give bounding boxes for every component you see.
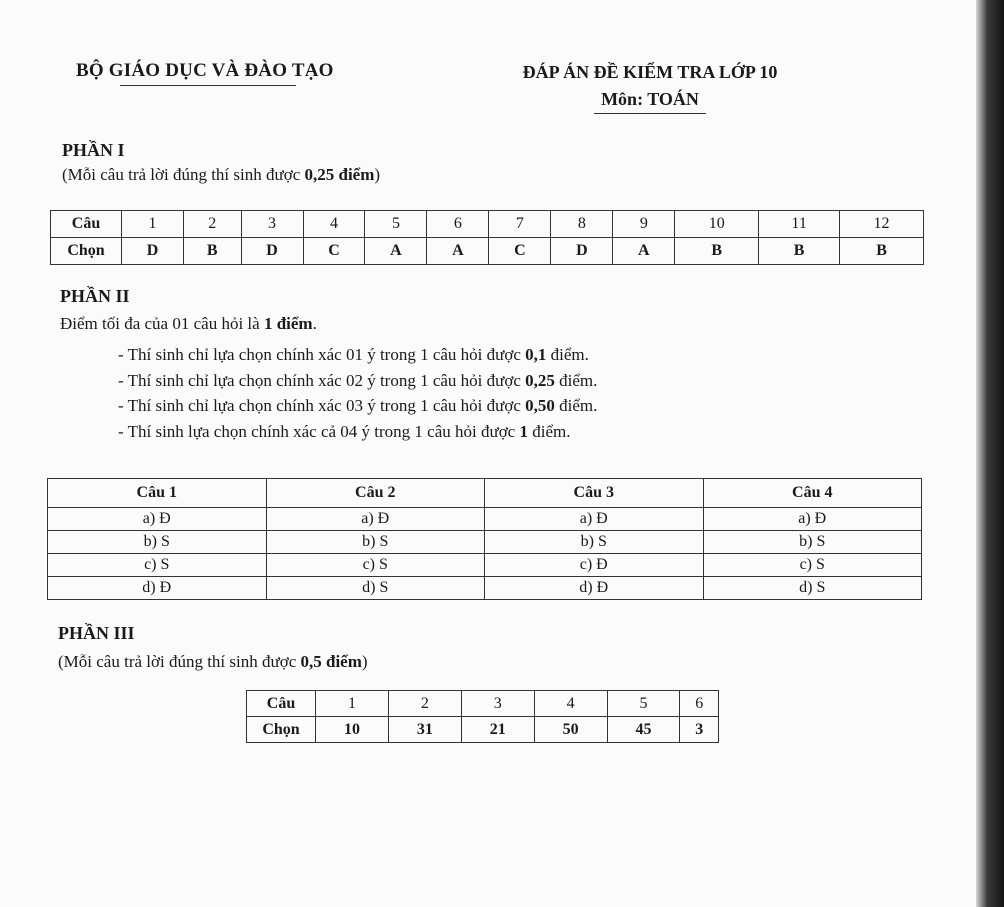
answer-cell: D — [122, 238, 184, 265]
part2-row-a — [48, 508, 922, 531]
question-number: 10 — [675, 211, 759, 238]
rule-text: - Thí sinh chỉ lựa chọn chính xác 02 ý trong 1 câu hỏi được — [118, 370, 526, 390]
rule-points: 0,1 — [525, 345, 547, 364]
question-header: Câu 3 — [485, 479, 704, 508]
part2-title: PHẦN II — [60, 286, 130, 306]
part3-note-text: (Mỗi câu trả lời đúng thí sinh được — [58, 652, 301, 671]
question-header: Câu 2 — [266, 479, 485, 508]
question-number: 7 — [489, 211, 551, 238]
row-label: Chọn — [51, 238, 122, 265]
exam-subject: Môn: TOÁN — [601, 89, 699, 109]
answer-cell: c) S — [703, 554, 922, 577]
question-number: 4 — [534, 691, 607, 717]
question-number: 5 — [607, 691, 680, 717]
question-number: 4 — [303, 211, 365, 238]
scoring-rule — [118, 419, 597, 445]
part2-answer-table — [47, 478, 922, 600]
rule-suffix: điểm. — [554, 370, 598, 390]
part3-question-row — [247, 691, 719, 717]
answer-cell: A — [613, 238, 675, 265]
part1-question-row — [51, 211, 924, 238]
answer-cell: a) Đ — [485, 508, 704, 531]
part2-header-row — [48, 479, 922, 508]
part3-note — [58, 652, 368, 672]
question-header: Câu 4 — [703, 479, 922, 508]
answer-cell: d) S — [703, 577, 922, 600]
answer-cell: A — [427, 238, 489, 265]
row-label: Câu — [247, 691, 316, 717]
scan-edge-shadow — [976, 0, 1004, 907]
part3-title: PHẦN III — [58, 623, 135, 643]
part1-title: PHẦN I — [62, 140, 125, 160]
part3-answer-table — [246, 690, 719, 743]
part3-note-points: 0,5 điểm — [300, 652, 362, 671]
scoring-rule — [118, 368, 597, 394]
scoring-rule — [118, 393, 597, 419]
answer-cell: b) S — [485, 531, 704, 554]
part3-answer-row — [247, 717, 719, 743]
answer-cell: D — [551, 238, 613, 265]
part2-row-d — [48, 577, 922, 600]
question-number: 12 — [840, 211, 924, 238]
question-number: 8 — [551, 211, 613, 238]
question-number: 11 — [759, 211, 840, 238]
answer-cell: a) Đ — [703, 508, 922, 531]
exam-header — [500, 62, 800, 114]
answer-cell: C — [303, 238, 365, 265]
rule-text: - Thí sinh chỉ lựa chọn chính xác 03 ý trong 1 câu hỏi được — [118, 396, 526, 415]
part2-intro — [60, 314, 317, 334]
question-number: 3 — [461, 691, 534, 717]
answer-cell: a) Đ — [48, 508, 267, 531]
question-number: 2 — [388, 691, 461, 717]
answer-cell: C — [489, 238, 551, 265]
part2-intro-text: Điểm tối đa của 01 câu hỏi là — [60, 314, 264, 333]
answer-cell: B — [759, 238, 840, 265]
answer-cell: b) S — [703, 531, 922, 554]
ministry-underline — [120, 85, 296, 86]
answer-cell: 21 — [461, 717, 534, 743]
answer-cell: c) S — [266, 554, 485, 577]
answer-cell: 10 — [316, 717, 389, 743]
part2-row-c — [48, 554, 922, 577]
part2-intro-points: 1 điểm — [263, 314, 313, 333]
rule-points: 0,25 — [525, 370, 555, 390]
scoring-rule — [118, 342, 597, 368]
answer-cell: c) S — [48, 554, 267, 577]
part1-note — [62, 165, 380, 185]
answer-cell: d) Đ — [485, 577, 704, 600]
question-number: 6 — [427, 211, 489, 238]
subject-underline — [594, 113, 706, 114]
question-number: 5 — [365, 211, 427, 238]
answer-cell: B — [675, 238, 759, 265]
part1-note-points: 0,25 điểm — [304, 165, 375, 184]
question-number: 3 — [241, 211, 303, 238]
question-number: 2 — [183, 211, 241, 238]
ministry-header — [76, 60, 334, 82]
question-number: 1 — [316, 691, 389, 717]
part3-note-end: ) — [361, 652, 368, 671]
answer-cell: D — [241, 238, 303, 265]
question-header: Câu 1 — [48, 479, 267, 508]
rule-suffix: điểm. — [527, 421, 571, 441]
rule-points: 1 — [519, 421, 528, 441]
ministry-name: BỘ GIÁO DỤC VÀ ĐÀO TẠO — [76, 60, 334, 81]
part1-answer-row — [51, 238, 924, 265]
part2-intro-end: . — [312, 314, 317, 333]
answer-cell: d) S — [266, 577, 485, 600]
answer-cell: A — [365, 238, 427, 265]
answer-cell: B — [183, 238, 241, 265]
part2-row-b — [48, 531, 922, 554]
answer-cell: 31 — [388, 717, 461, 743]
answer-cell: c) Đ — [485, 554, 704, 577]
answer-cell: 45 — [607, 717, 680, 743]
part2-scoring-rules — [118, 342, 597, 444]
rule-suffix: điểm. — [546, 345, 589, 364]
part1-note-end: ) — [374, 165, 381, 184]
part1-note-text: (Mỗi câu trả lời đúng thí sinh được — [62, 165, 305, 184]
rule-text: - Thí sinh chỉ lựa chọn chính xác 01 ý trong 1 câu hỏi được — [118, 345, 526, 364]
answer-cell: b) S — [48, 531, 267, 554]
exam-title: ĐÁP ÁN ĐỀ KIỂM TRA LỚP 10 — [522, 62, 778, 82]
row-label: Câu — [51, 211, 122, 238]
answer-cell: 3 — [680, 717, 719, 743]
question-number: 6 — [680, 691, 719, 717]
question-number: 9 — [613, 211, 675, 238]
rule-suffix: điểm. — [554, 396, 598, 415]
row-label: Chọn — [247, 717, 316, 743]
part1-answer-table — [50, 210, 924, 265]
answer-cell: b) S — [266, 531, 485, 554]
answer-cell: B — [840, 238, 924, 265]
question-number: 1 — [122, 211, 184, 238]
rule-text: - Thí sinh lựa chọn chính xác cả 04 ý trong 1 câu hỏi được — [118, 421, 520, 441]
answer-cell: a) Đ — [266, 508, 485, 531]
rule-points: 0,50 — [525, 396, 555, 415]
answer-cell: d) Đ — [48, 577, 267, 600]
answer-cell: 50 — [534, 717, 607, 743]
